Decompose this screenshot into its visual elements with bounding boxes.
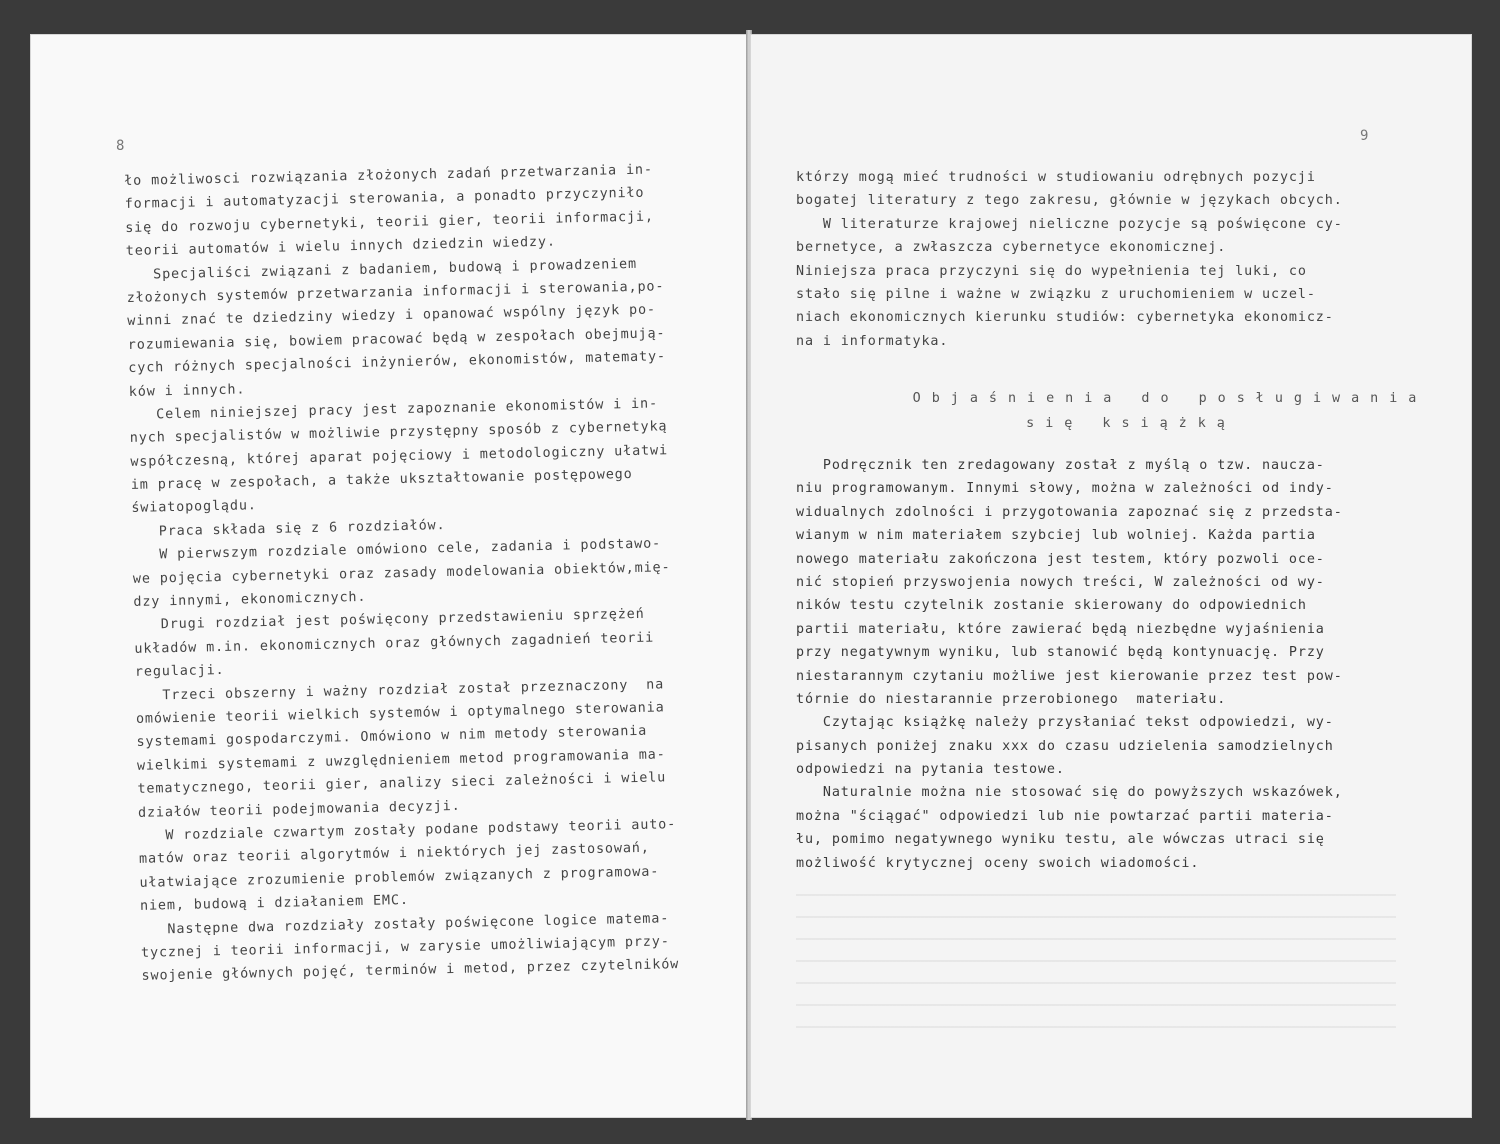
text-line: bernetyce, a zwłaszcza cybernetyce ekonomicznej. — [796, 240, 1227, 256]
text-line: formacji i automatyzacji sterowania, a ponadto przyczyniło — [124, 186, 645, 213]
text-line: współczesną, której aparat pojęciowy i metodologiczny ułatwi — [130, 442, 669, 470]
text-line: nych specjalistów w możliwie przystępny sposób z cybernetyką — [129, 419, 668, 447]
text-line: pisanych poniżej znaku xxx do czasu udzielenia samodzielnych — [796, 738, 1334, 754]
text-line: rozumiewania się, bowiem pracować będą w zespołach obejmują- — [127, 325, 666, 353]
text-line: nić stopień przyswojenia nowych treści, W zależności od wy- — [796, 574, 1325, 590]
page-number: 9 — [1360, 128, 1369, 144]
text-line: widualnych zdolności i przygotowania zapoznać się z przedsta- — [796, 504, 1343, 520]
text-line: nowego materiału zakończona jest testem, który pozwoli oce- — [796, 551, 1325, 567]
section-heading-line-2: się książką — [1026, 416, 1236, 431]
text-line: Następne dwa rozdziały zostały poświęcone logice matema- — [140, 910, 670, 938]
page-number: 8 — [116, 138, 125, 154]
left-page — [30, 34, 748, 1118]
text-line: Drugi rozdział jest poświęcony przedstawieniu sprzężeń — [133, 607, 645, 634]
text-line: Celem niniejszej pracy jest zapoznanie ekonomistów i in- — [129, 396, 659, 423]
text-line: tórnie do niestarannie przerobionego materiału. — [796, 691, 1227, 707]
right-page — [750, 34, 1472, 1118]
text-line: omówienie teorii wielkich systemów i optymalnego sterowania — [135, 700, 665, 727]
text-line: niem, budową i działaniem EMC. — [139, 893, 410, 914]
text-line: teorii automatów i wielu innych dziedzin wiedzy. — [125, 234, 557, 260]
text-line: systemami gospodarczymi. Omówiono w nim metody sterowania — [136, 724, 648, 751]
section-heading — [750, 386, 1472, 436]
text-line: odpowiedzi na pytania testowe. — [796, 762, 1065, 778]
text-line: Naturalnie można nie stosować się do powyższych wskazówek, — [796, 785, 1343, 801]
section-heading-line-1: Objaśnienia do posługiwania — [912, 391, 1428, 406]
text-line: ników testu czytelnik zostanie skierowany do odpowiednich — [796, 598, 1307, 614]
text-line: stało się pilne i ważne w związku z uruchomieniem w uczel- — [796, 286, 1316, 302]
text-line: regulacji. — [134, 663, 225, 681]
text-line: tycznej i teorii informacji, w zarysie umożliwiającym przy- — [140, 934, 670, 961]
text-line: na i informatyka. — [796, 333, 949, 349]
text-line: Praca składa się z 6 rozdziałów. — [131, 517, 446, 540]
text-line: we pojęcia cybernetyki oraz zasady modelowania obiektów,mię- — [132, 559, 671, 587]
text-line: W rozdziale czwartym zostały podane podstawy teorii auto- — [138, 817, 677, 844]
text-line: winni znać te dziedziny wiedzy i opanować wspólny język po- — [127, 302, 657, 330]
text-line: W literaturze krajowej nieliczne pozycje są poświęcone cy- — [796, 216, 1343, 232]
text-line: tematycznego, teorii gier, analizy sieci zależności i wielu — [137, 770, 667, 798]
text-line: wianym w nim materiałem szybciej lub wolniej. Każda partia — [796, 528, 1316, 544]
text-line: Specjaliści związani z badaniem, budową i prowadzeniem — [126, 256, 638, 283]
text-line: Czytając książkę należy przysłaniać tekst odpowiedzi, wy- — [796, 715, 1334, 731]
text-line: możliwość krytycznej oceny swoich wiadomości. — [796, 855, 1200, 871]
text-line: Podręcznik ten zredagowany został z myślą o tzw. naucza- — [796, 458, 1325, 473]
text-line: Trzeci obszerny i ważny rozdział został przeznaczony na — [135, 676, 665, 704]
text-line: Niniejsza praca przyczyni się do wypełnienia tej luki, co — [796, 263, 1307, 279]
text-line: niu programowanym. Innymi słowy, można w zależności od indy- — [796, 481, 1334, 497]
text-line: światopoglądu. — [131, 498, 257, 517]
text-line: niach ekonomicznych kierunku studiów: cybernetyka ekonomicz- — [796, 310, 1334, 326]
text-line: działów teorii podejmowania decyzji. — [137, 798, 461, 821]
text-line: bogatej literatury z tego zakresu, głównie w językach obcych. — [796, 193, 1343, 209]
text-line: niestarannym czytaniu możliwe jest kierowanie przez test pow- — [796, 668, 1343, 684]
text-line: się do rozwoju cybernetyki, teorii gier, teorii informacji, — [125, 209, 655, 236]
text-line: dzy innymi, ekonomicznych. — [133, 589, 367, 610]
text-line: partii materiału, które zawierać będą niezbędne wyjaśnienia — [796, 621, 1325, 637]
text-line: układów m.in. ekonomicznych oraz głównych zagadnień teorii — [134, 630, 655, 657]
text-line: wielkimi systemami z uwzględnieniem metod programowania ma- — [136, 747, 666, 774]
text-line: można "ściągać" odpowiedzi lub nie powtarzać partii materia- — [796, 808, 1334, 824]
text-line: ków i innych. — [128, 381, 246, 400]
right-page-body-text — [796, 454, 1343, 875]
text-line: złożonych systemów przetwarzania informacji i sterowania,po- — [126, 279, 665, 306]
text-line: łu, pomimo negatywnego wyniku testu, ale wówczas utraci się — [796, 832, 1325, 848]
text-line: im pracę w zespołach, a także ukształtowanie postępowego — [130, 467, 633, 494]
text-line: ło możliwosci rozwiązania złożonych zadań przetwarzania in- — [124, 162, 654, 189]
text-line: W pierwszym rozdziale omówiono cele, zadania i podstawo- — [132, 536, 662, 564]
show-through-text — [796, 894, 1396, 1034]
right-page-intro-text — [796, 166, 1343, 353]
text-line: przy negatywnym wyniku, lub stanowić będą kontynuację. Przy — [796, 645, 1325, 661]
text-line: którzy mogą mieć trudności w studiowaniu odrębnych pozycji — [796, 170, 1316, 185]
text-line: cych różnych specjalności inżynierów, ekonomistów, matematy- — [128, 349, 667, 377]
left-page-text — [124, 158, 679, 988]
text-line: ułatwiające zrozumienie problemów związanych z programowa- — [139, 864, 660, 891]
text-line: swojenie głównych pojęć, terminów i metod, przez czytelników — [141, 957, 680, 985]
text-line: matów oraz teorii algorytmów i niektórych jej zastosowań, — [138, 841, 650, 868]
